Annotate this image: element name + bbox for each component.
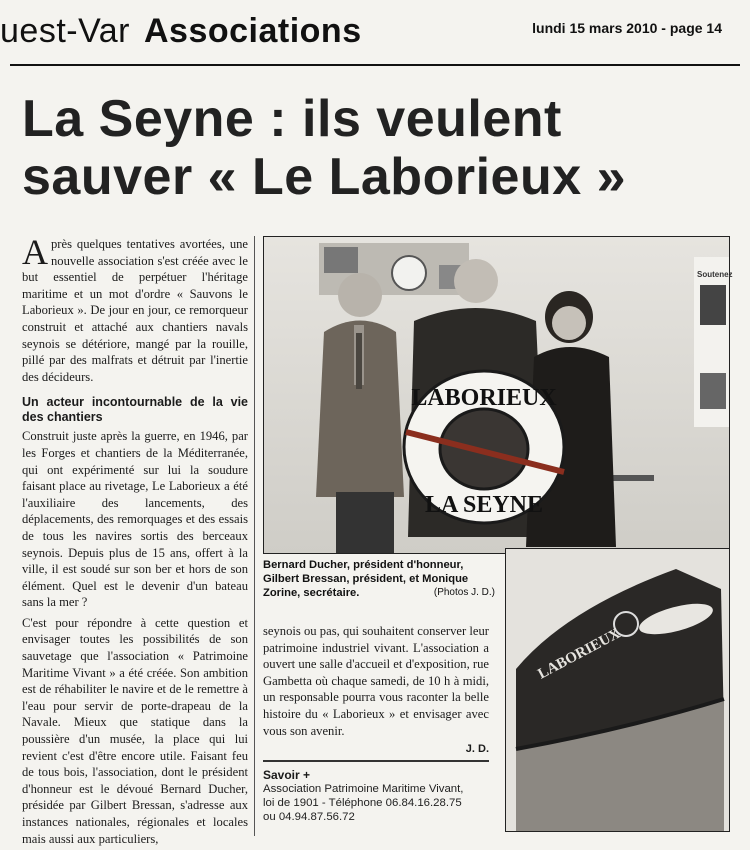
group-photo-image [264,237,733,553]
headline [22,90,722,206]
boat-photo [505,548,730,832]
left-column [22,232,248,847]
lifebuoy-text-bottom: LA SEYNE [424,492,544,518]
photo-caption [263,558,495,600]
header-rule [10,64,740,66]
category-title: Associations [143,12,362,50]
section-title: uest-Var [0,12,130,50]
savoir-line-2: loi de 1901 - Téléphone 06.84.16.28.75 [263,797,462,809]
section-header [0,12,362,51]
paragraph-1: Construit juste après la guerre, en 1946, par les Forges et chantiers de la Méditerranée, qui ont expérimenté sur lui la soudure faisant place au rivetage, Le Laborieux a été l'auxiliaire des lancements, des déplacements, des remorquages et des essais de tous les navires sortis des berceaux seynois. Depuis plus de 15 ans, offert à la ville, il est soudé sur son ber et hors de son élément. Quel est le devenir d'un bateau sans la mer ? [22,429,248,610]
lifebuoy-text-top: LABORIEUX [411,385,557,411]
intro-paragraph: Après quelques tentatives avortées, une nouvelle association s'est créée avec le but essentiel de perpétuer l'héritage maritime et un mot d'ordre « Sauvons le Laborieux ». De jour en jour, ce remorqueur construit et attaché aux chantiers navals seynois se détériore, mangé par la rouille, pillé par des malfrats et détruit par l'inertie des décideurs. [22,232,248,384]
subhead: Un acteur incontournable de la vie des chantiers [22,395,248,425]
boat-photo-image [506,549,729,831]
column-divider [254,236,255,836]
savoir-title: Savoir + [263,768,311,782]
dateline: lundi 15 mars 2010 - page 14 [532,20,722,36]
savoir-line-3: ou 04.94.87.56.72 [263,811,355,823]
dropcap: A [22,232,48,272]
poster-text: Soutenez [697,270,733,279]
photo-credit: (Photos J. D.) [433,587,495,598]
hull-name: LABORIEUX [535,625,624,683]
savoir-plus-box [263,760,489,824]
paragraph-2: C'est pour répondre à cette question et envisager toutes les possibilités de son sauvetage que l'association « Patrimoine Maritime Vivant » a été créée. Son ambition est de réhabiliter le navire et de le remettre à l'eau pour servir de porte-drapeau de la Navale. Mieux que statique dans la poussière d'un musée, la place qui lui revient c'est d'être encore utile. Faisant feu de tous bois, l'association, dont le président d'honneur est le dévoué Bernard Ducher, présidée par Gilbert Bressan, s'adresse aux instances nationales, régionales et locales mais aussi aux particuliers, [22,615,248,846]
savoir-line-1: Association Patrimoine Maritime Vivant, [263,783,464,795]
paragraph-3: seynois ou pas, qui souhaitent conserver leur patrimoine industriel vivant. L'association a ouvert une salle d'accueil et d'exposition, rue Gambetta où chaque samedi, de 10 h à midi, un responsable pourra vous raconter la belle histoire du « Laborieux » et envisager avec vous son avenir. [263,624,489,738]
headline-line-1: La Seyne : ils veulent [22,90,562,148]
middle-column [263,623,489,758]
caption-text: Bernard Ducher, président d'honneur, Gilbert Bressan, président, et Monique Zorine, secrétaire. [263,559,469,599]
headline-line-2: sauver « Le Laborieux » [22,148,626,206]
group-photo [263,236,733,554]
signature: J. D. [465,743,489,756]
